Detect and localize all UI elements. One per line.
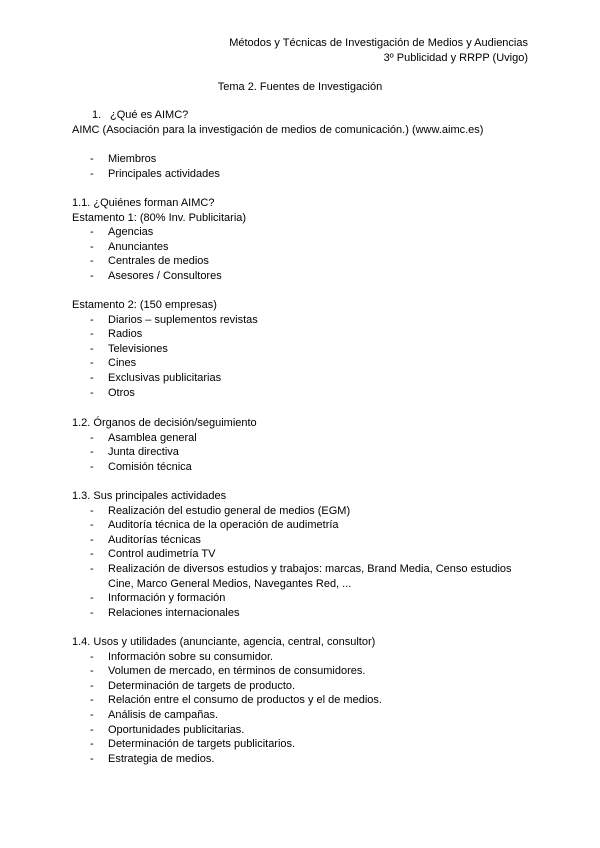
list-item: - Relación entre el consumo de productos y el de medios. <box>72 693 532 708</box>
section-1-3 <box>72 489 532 620</box>
list-item: - Principales actividades <box>72 167 532 182</box>
section-1-2 <box>72 416 532 474</box>
list-item: - Auditorías técnicas <box>72 533 532 548</box>
section-number: 1. <box>92 109 102 121</box>
section-1-list <box>72 152 532 181</box>
document-title: Tema 2. Fuentes de Investigación <box>217 81 383 93</box>
section-heading: 1.3. Sus principales actividades <box>72 490 227 502</box>
estamento-2-label: Estamento 2: (150 empresas) <box>72 299 217 311</box>
header-program: 3º Publicidad y RRPP (Uvigo) <box>383 51 528 64</box>
list-item: - Oportunidades publicitarias. <box>72 723 532 738</box>
section-1-1 <box>72 196 532 284</box>
list-item: - Realización de diversos estudios y trabajos: marcas, Brand Media, Censo estudios Cine, Marco General Medios, Navegantes Red, ... <box>72 562 532 591</box>
list-item: - Cines <box>72 356 532 371</box>
estamento-1-label: Estamento 1: (80% Inv. Publicitaria) <box>72 211 247 224</box>
list-item: - Miembros <box>72 152 532 167</box>
estamento-2-list <box>72 313 532 401</box>
list-item: - Control audimetría TV <box>72 547 532 562</box>
list-item: - Otros <box>72 386 532 401</box>
list-item: - Centrales de medios <box>72 254 532 269</box>
section-heading-text: ¿Qué es AIMC? <box>110 109 189 121</box>
list-item: - Exclusivas publicitarias <box>72 371 532 386</box>
list-item: - Agencias <box>72 225 532 240</box>
header-course: Métodos y Técnicas de Investigación de Medios y Audiencias <box>229 37 528 49</box>
estamento-2 <box>72 298 532 400</box>
list-item: - Estrategia de medios. <box>72 752 532 767</box>
section-heading: 1.1. ¿Quiénes forman AIMC? <box>72 197 215 209</box>
list-item: - Información sobre su consumidor. <box>72 650 532 665</box>
list-item: - Diarios – suplementos revistas <box>72 313 532 328</box>
section-1-4 <box>72 635 532 766</box>
list-item: - Determinación de targets publicitarios. <box>72 737 532 752</box>
list-item: - Junta directiva <box>72 445 532 460</box>
estamento-1-list <box>72 225 532 283</box>
aimc-definition: AIMC (Asociación para la investigación de medios de comunicación.) (www.aimc.es) <box>72 123 484 136</box>
section-heading: 1.4. Usos y utilidades (anunciante, agencia, central, consultor) <box>72 636 376 648</box>
list-item: - Radios <box>72 327 532 342</box>
page-header <box>229 36 528 65</box>
list-item: - Asesores / Consultores <box>72 269 532 284</box>
list-item: - Determinación de targets de producto. <box>72 679 532 694</box>
list-item: - Realización del estudio general de medios (EGM) <box>72 504 532 519</box>
list-item: - Relaciones internacionales <box>72 606 532 621</box>
section-1-heading <box>72 108 532 123</box>
list-item: - Información y formación <box>72 591 532 606</box>
section-heading: 1.2. Órganos de decisión/seguimiento <box>72 417 257 429</box>
list-item: - Análisis de campañas. <box>72 708 532 723</box>
list-item: - Televisiones <box>72 342 532 357</box>
section-1 <box>72 108 532 137</box>
list-item: - Comisión técnica <box>72 460 532 475</box>
list-item: - Auditoría técnica de la operación de audimetría <box>72 518 532 533</box>
list-item: - Asamblea general <box>72 431 532 446</box>
list-item: - Volumen de mercado, en términos de consumidores. <box>72 664 532 679</box>
list-item: - Anunciantes <box>72 240 532 255</box>
